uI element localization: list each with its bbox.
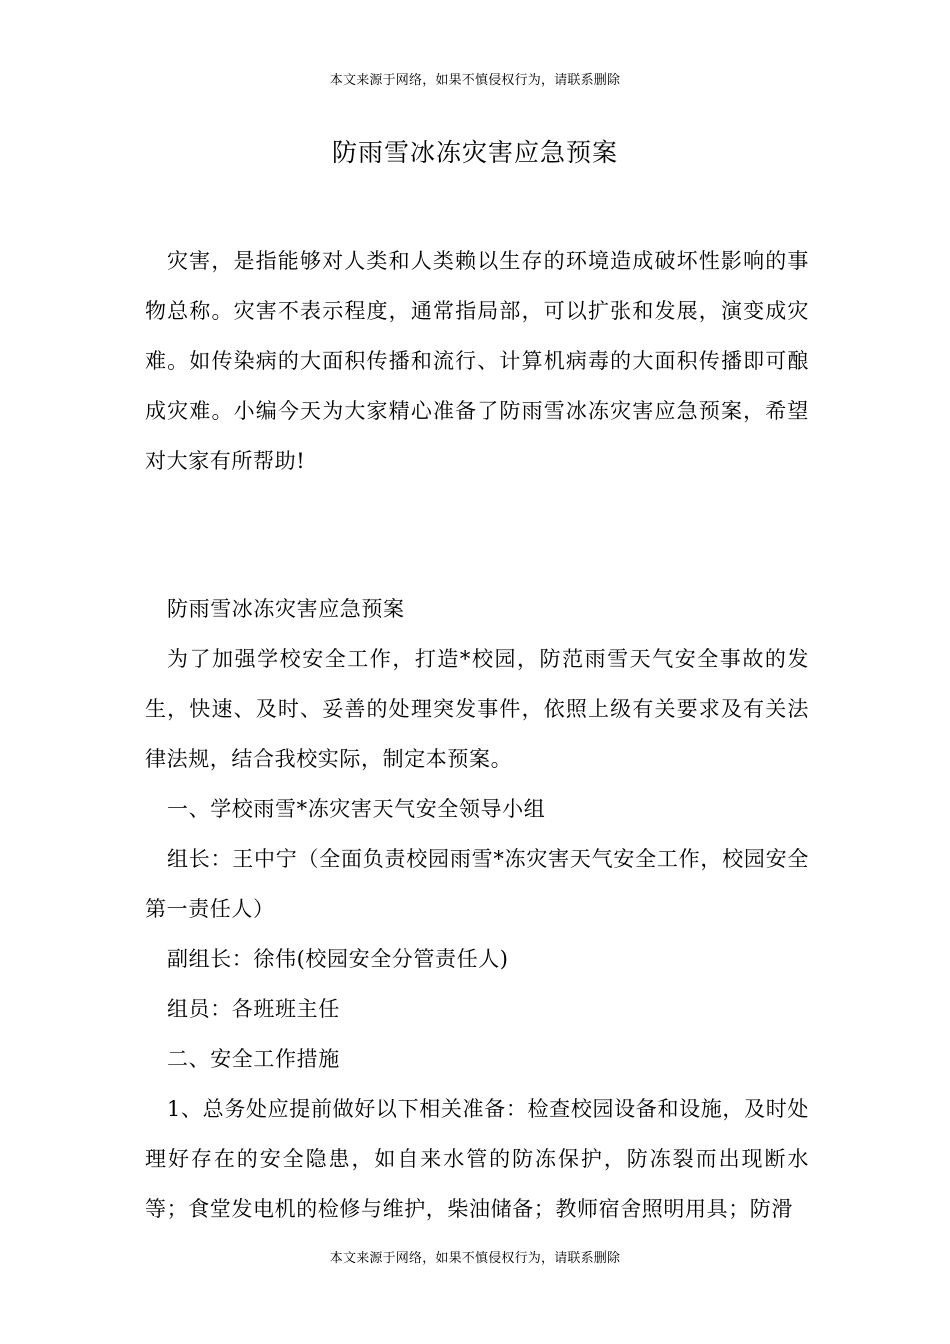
header-note: 本文来源于网络，如果不慎侵权行为，请联系删除 [329,73,621,88]
section-title-paragraph: 防雨雪冰冻灾害应急预案 [167,597,405,621]
content-section [145,584,809,1234]
intro-section [145,236,809,486]
intro-paragraph: 灾害，是指能够对人类和人类赖以生存的环境造成破坏性影响的事物总称。灾害不表示程度，通常指局部，可以扩张和发展，演变成灾难。如传染病的大面积传播和流行、计算机病毒的大面积传播即可酿成灾难。小编今天为大家精心准备了防雨雪冰冻灾害应急预案，希望对大家有所帮助! [145,249,809,473]
document-title: 防雨雪冰冻灾害应急预案 [331,138,618,167]
measure-1-paragraph: 1、总务处应提前做好以下相关准备：检查校园设备和设施，及时处理好存在的安全隐患，如自来水管的防冻保护，防冻裂而出现断水等；食堂发电机的检修与维护，柴油储备；教师宿舍照明用具；防滑 [145,1097,809,1221]
footer-note: 本文来源于网络，如果不慎侵权行为，请联系删除 [329,1251,621,1266]
heading-safety-measures: 二、安全工作措施 [167,1047,340,1071]
heading-leadership-group: 一、学校雨雪*冻灾害天气安全领导小组 [167,797,546,821]
purpose-paragraph: 为了加强学校安全工作，打造*校园，防范雨雪天气安全事故的发生，快速、及时、妥善的处理突发事件，依照上级有关要求及有关法律法规，结合我校实际，制定本预案。 [145,647,809,771]
deputy-leader-paragraph: 副组长：徐伟(校园安全分管责任人) [167,947,509,971]
members-paragraph: 组员：各班班主任 [167,997,340,1021]
group-leader-paragraph: 组长：王中宁（全面负责校园雨雪*冻灾害天气安全工作，校园安全第一责任人） [145,847,809,921]
